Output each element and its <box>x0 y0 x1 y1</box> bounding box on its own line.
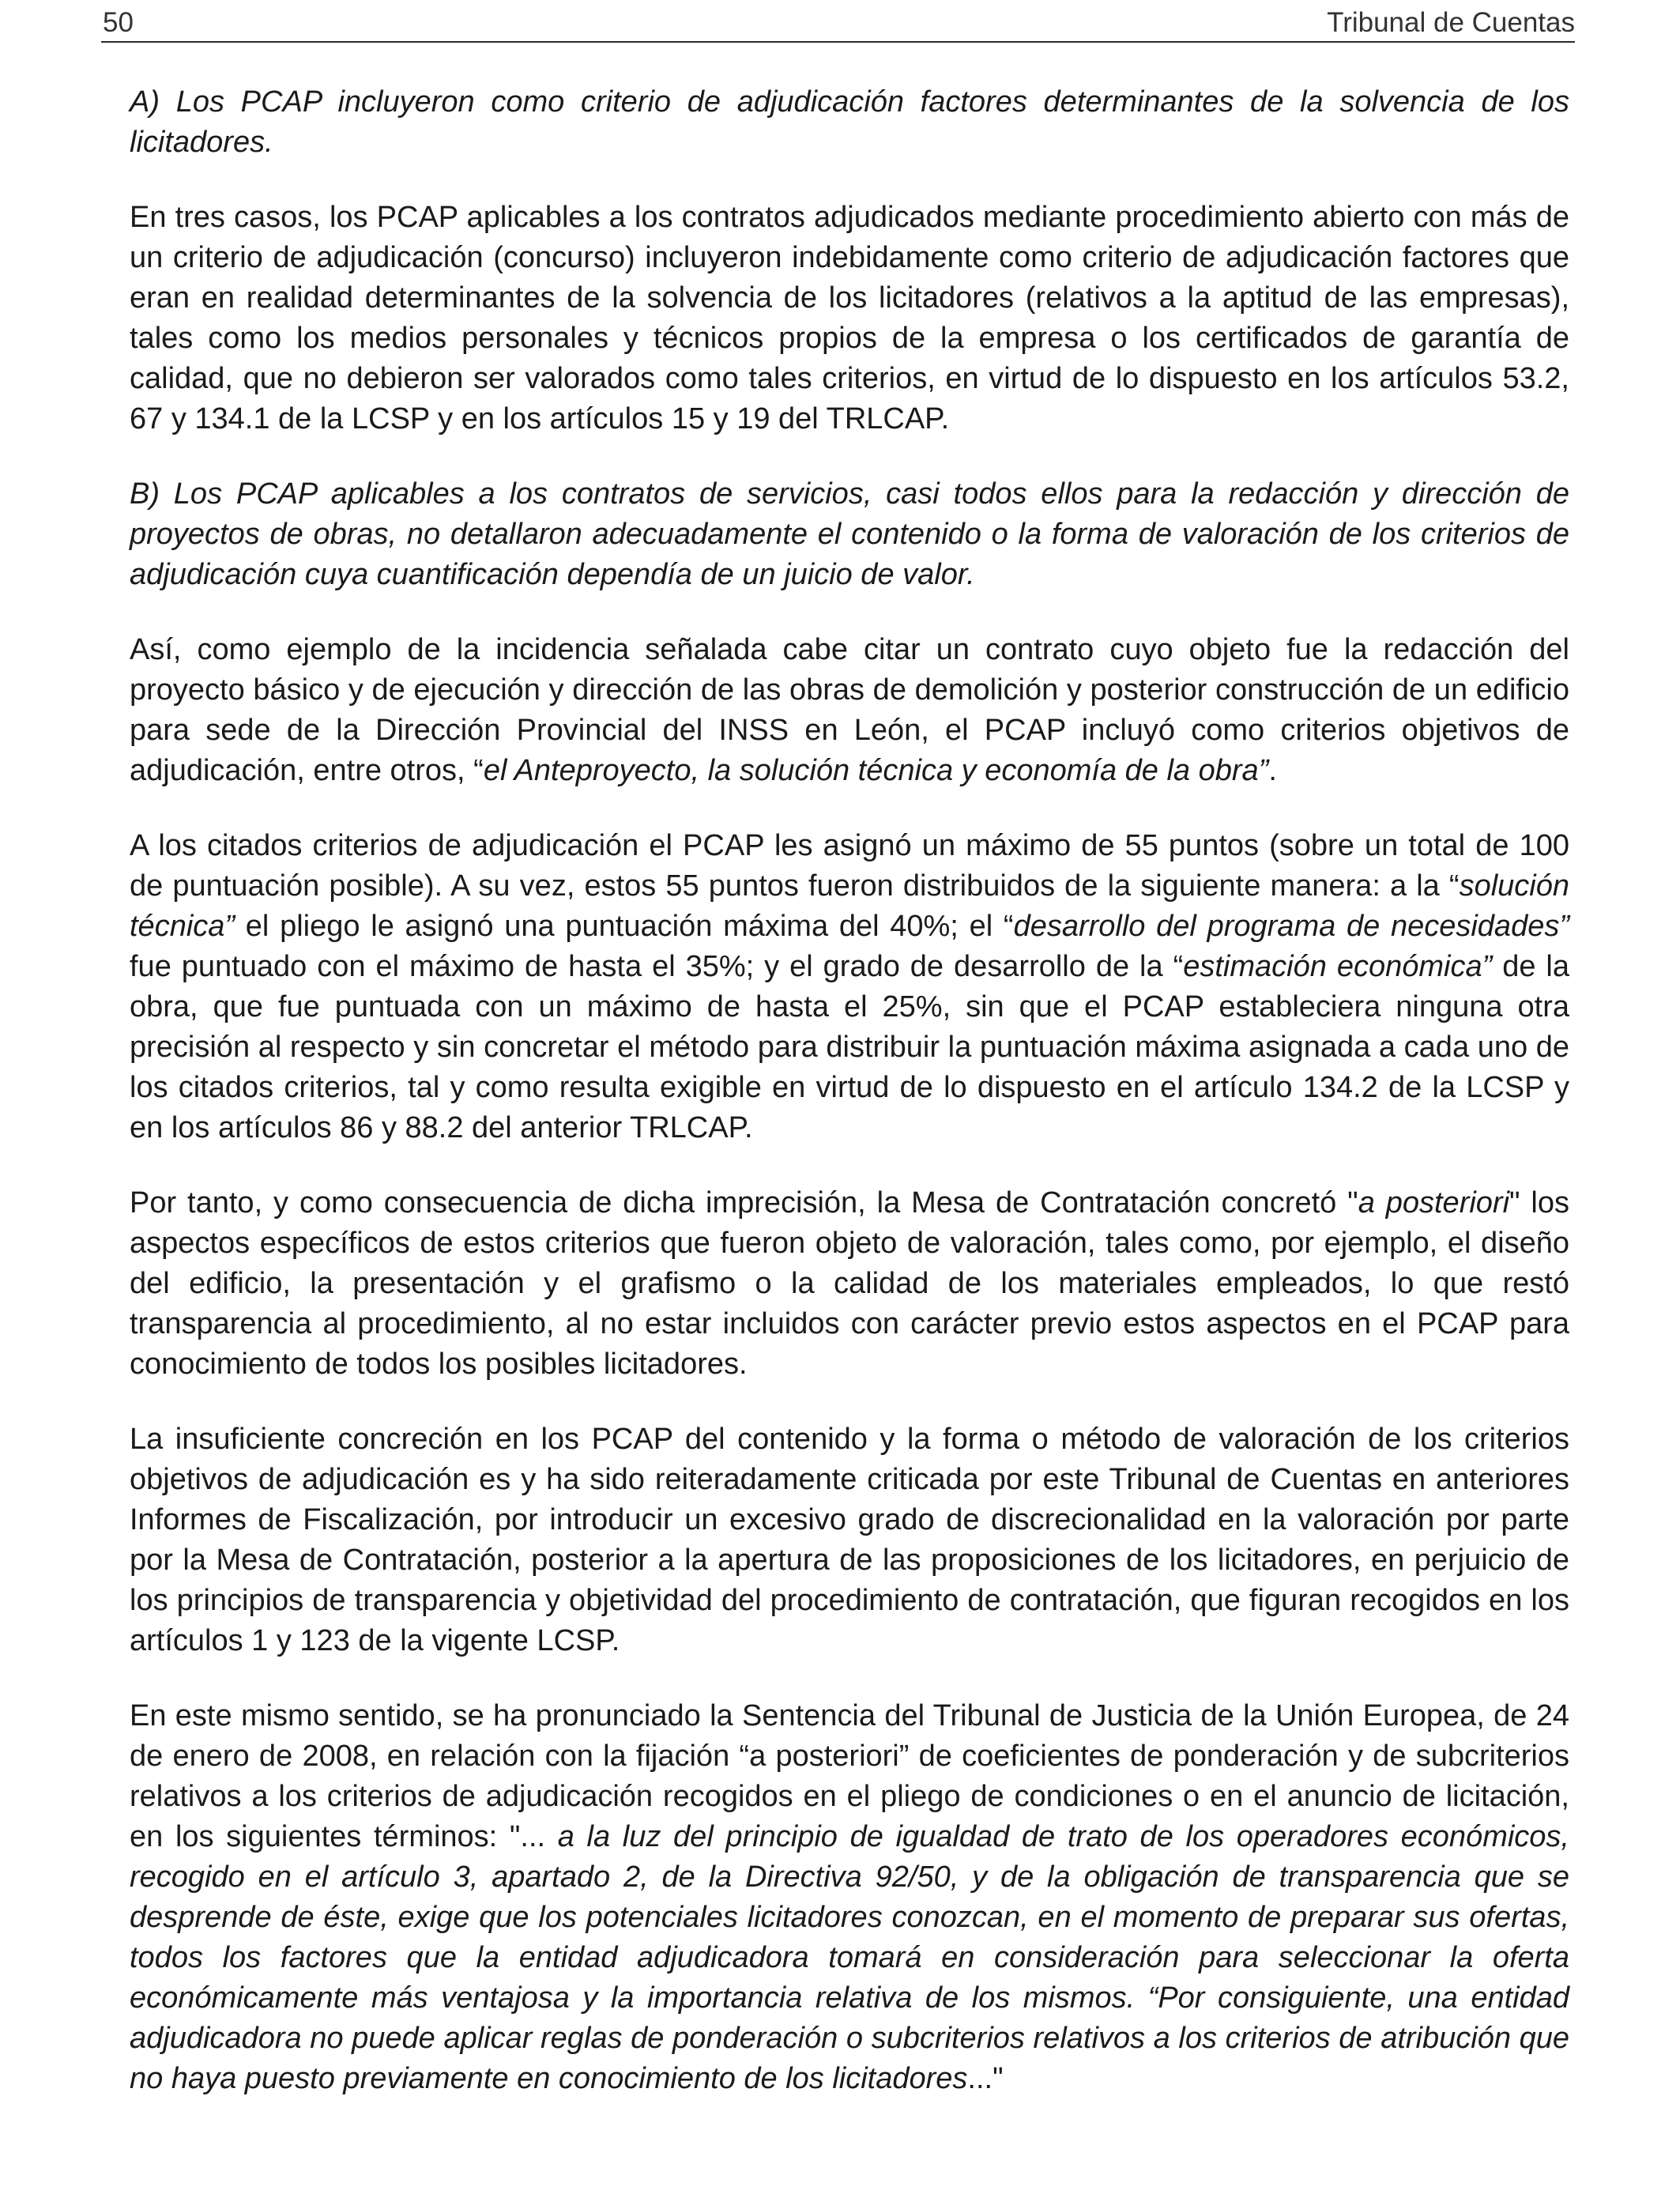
section-heading-a: A) Los PCAP incluyeron como criterio de adjudicación factores determinantes de la solvencia de los licitadores. <box>130 85 1569 159</box>
paragraph-points-distribution <box>130 826 1569 1148</box>
text-run: de la obra, que fue puntuada con un máximo de hasta el 25%, sin que el PCAP estableciera ninguna otra precisión al respecto y sin concretar el método para distribuir la puntuación máxima asignada a cada uno de los citados criterios, tal y como resulta exigible en virtud de lo dispuesto en el artículo 134.2 de la LCSP y en los artículos 86 y 88.2 del anterior TRLCAP. <box>130 950 1569 1144</box>
italic-term: a posteriori <box>1358 1186 1510 1220</box>
text-run: . <box>1268 754 1277 787</box>
paragraph-insufficient-concretion: La insuficiente concreción en los PCAP del contenido y la forma o método de valoración de los criterios objetivos de adjudicación es y ha sido reiteradamente criticada por este Tribunal de Cuentas en anteriores Informes de Fiscalización, por introducir un excesivo grado de discrecionalidad en la valoración por parte por la Mesa de Contratación, posterior a la apertura de las proposiciones de los licitadores, en perjuicio de los principios de transparencia y objetividad del procedimiento de contratación, que figuran recogidos en los artículos 1 y 123 de la vigente LCSP. <box>130 1423 1569 1657</box>
running-title: Tribunal de Cuentas <box>1327 7 1575 38</box>
italic-quote: desarrollo del programa de necesidades” <box>1013 910 1569 943</box>
section-heading-b: B) Los PCAP aplicables a los contratos de servicios, casi todos ellos para la redacción y dirección de proyectos de obras, no detallaron adecuadamente el contenido o la forma de valoración de los criterios de adjudicación cuya cuantificación dependía de un juicio de valor. <box>130 477 1569 591</box>
text-run: En este mismo sentido, se ha pronunciado la Sentencia del Tribunal de Justicia de la Unión Europea, de 24 de enero de 2008, en relación con la fijación “a posteriori” de coeficientes de ponderación y de subcriterios relativos a los criterios de adjudicación recogidos en el pliego de condiciones o en el anuncio de licitación, en los siguientes términos: "... <box>130 1699 1569 1853</box>
italic-quote: el Anteproyecto, la solución técnica y economía de la obra” <box>483 754 1269 787</box>
text-run: A los citados criterios de adjudicación el PCAP les asignó un máximo de 55 puntos (sobre un total de 100 de puntuación posible). A su vez, estos 55 puntos fueron distribuidos de la siguiente manera: a la “ <box>130 829 1569 903</box>
text-run: fue puntuado con el máximo de hasta el 35%; y el grado de desarrollo de la “ <box>130 950 1184 983</box>
paragraph-example-contract <box>130 630 1569 791</box>
paragraph-mesa-contratacion <box>130 1183 1569 1385</box>
text-run: " los aspectos específicos de estos criterios que fueron objeto de valoración, tales como, por ejemplo, el diseño del edificio, la presentación y el grafismo o la calidad de los materiales empleados, lo que restó transparencia al procedimiento, al no estar incluidos con carácter previo estos aspectos en el PCAP para conocimiento de todos los posibles licitadores. <box>130 1186 1570 1381</box>
italic-citation: a la luz del principio de igualdad de trato de los operadores económicos, recogido en el artículo 3, apartado 2, de la Directiva 92/50, y de la obligación de transparencia que se desprende de éste, exige que los potenciales licitadores conozcan, en el momento de preparar sus ofertas, todos los factores que la entidad adjudicadora tomará en consideración para seleccionar la oferta económicamente más ventajosa y la importancia relativa de los mismos. “Por consiguiente, una entidad adjudicadora no puede aplicar reglas de ponderación o subcriterios relativos a los criterios de atribución que no haya puesto previamente en conocimiento de los licitadores <box>130 1820 1569 2095</box>
text-run: el pliego le asignó una puntuación máxima del 40%; el “ <box>235 910 1014 943</box>
document-body <box>130 82 1569 2134</box>
italic-quote: estimación económica” <box>1183 950 1493 983</box>
text-run: ..." <box>967 2062 1004 2095</box>
italic-quote: solución técnica” <box>130 869 1569 943</box>
paragraph-eu-court-ruling <box>130 1696 1569 2099</box>
text-run: Por tanto, y como consecuencia de dicha imprecisión, la Mesa de Contratación concretó " <box>130 1186 1358 1220</box>
paragraph-solvency-cases: En tres casos, los PCAP aplicables a los contratos adjudicados mediante procedimiento abierto con más de un criterio de adjudicación (concurso) incluyeron indebidamente como criterio de adjudicación factores que eran en realidad determinantes de la solvencia de los licitadores (relativos a la aptitud de las empresas), tales como los medios personales y técnicos propios de la empresa o los certificados de garantía de calidad, que no debieron ser valorados como tales criterios, en virtud de lo dispuesto en los artículos 53.2, 67 y 134.1 de la LCSP y en los artículos 15 y 19 del TRLCAP. <box>130 201 1569 435</box>
page-header <box>101 5 1575 43</box>
text-run: Así, como ejemplo de la incidencia señalada cabe citar un contrato cuyo objeto fue la redacción del proyecto básico y de ejecución y dirección de las obras de demolición y posterior construcción de un edificio para sede de la Dirección Provincial del INSS en León, el PCAP incluyó como criterios objetivos de adjudicación, entre otros, “ <box>130 633 1569 787</box>
page-number: 50 <box>103 7 134 38</box>
